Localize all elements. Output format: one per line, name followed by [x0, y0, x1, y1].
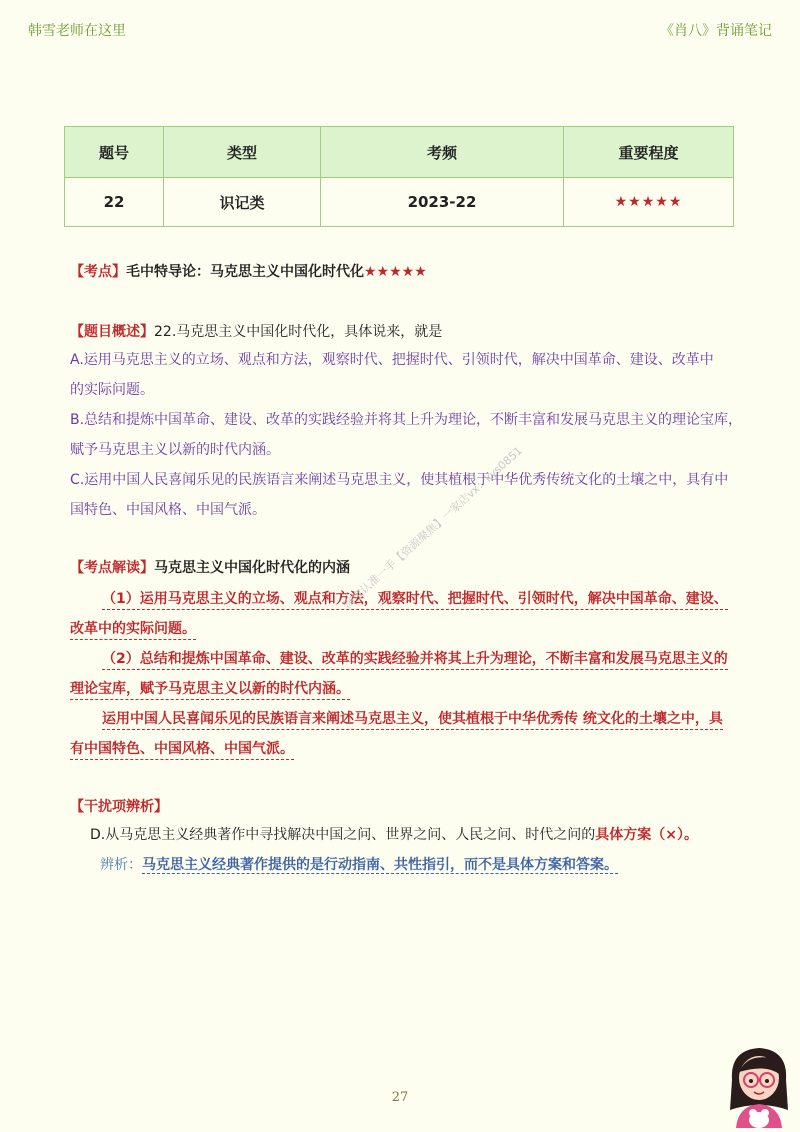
header-number: 题号	[65, 127, 164, 178]
cell-type: 识记类	[164, 178, 321, 227]
kaodian-stars: ★★★★★	[364, 264, 427, 280]
kaodian-text: 毛中特导论：马克思主义中国化时代化	[126, 264, 364, 280]
interpret-point-2-text: （2）总结和提炼中国革命、建设、改革的实践经验并将其上升为理论，不断丰富和发展马克思主义的理论宝库，赋予马克思主义以新的时代内涵。	[70, 651, 728, 700]
interpret-tag: 【考点解读】	[70, 560, 154, 576]
option-d-text: D.从马克思主义经典著作中寻找解决中国之问、世界之问、人民之问、时代之问的	[90, 827, 596, 843]
option-a-line1: A.运用马克思主义的立场、观点和方法，观察时代、把握时代、引领时代，解决中国革命、建设、改革中	[70, 352, 714, 368]
option-b-line2: 赋予马克思主义以新的时代内涵。	[70, 442, 280, 458]
question-stem: 22.马克思主义中国化时代化，具体说来，就是	[154, 324, 443, 340]
option-d-line	[90, 825, 698, 845]
interpret-point-1	[70, 584, 730, 644]
teacher-avatar-illustration	[722, 1040, 796, 1128]
question-info-table	[64, 126, 734, 227]
header-book-title: 《肖八》背诵笔记	[660, 23, 772, 39]
option-a-line2: 的实际问题。	[70, 382, 154, 398]
distractor-tag: 【干扰项辨析】	[70, 799, 168, 815]
table-row	[65, 178, 734, 227]
header-importance: 重要程度	[564, 127, 734, 178]
interpret-point-1-text: （1）运用马克思主义的立场、观点和方法，观察时代、把握时代、引领时代，解决中国革命、建设、改革中的实际问题。	[70, 591, 728, 640]
page-number: 27	[391, 1090, 409, 1105]
analysis-line	[100, 855, 618, 875]
kaodian-tag: 【考点】	[70, 264, 126, 280]
kaodian-line	[70, 262, 427, 282]
analysis-text: 马克思主义经典著作提供的是行动指南、共性指引，而不是具体方案和答案。	[142, 857, 618, 873]
header-frequency: 考频	[321, 127, 564, 178]
header-type: 类型	[164, 127, 321, 178]
table-header-row	[65, 127, 734, 178]
question-stem-line	[70, 322, 442, 342]
interpret-title: 马克思主义中国化时代化的内涵	[154, 560, 350, 576]
question-tag: 【题目概述】	[70, 324, 154, 340]
header-author: 韩雪老师在这里	[28, 23, 126, 39]
option-b-line1: B.总结和提炼中国革命、建设、改革的实践经验并将其上升为理论，不断丰富和发展马克思主义的理论宝库，	[70, 412, 743, 428]
cell-number: 22	[65, 178, 164, 227]
distractor-tag-line	[70, 797, 168, 817]
watermark: 淘宝认准一手【资源聚焦】一家店vx：kys0851	[341, 444, 525, 612]
option-c-line2: 国特色、中国风格、中国气派。	[70, 502, 266, 518]
cell-importance-stars: ★★★★★	[564, 178, 734, 227]
analysis-label: 辨析：	[100, 857, 142, 873]
cell-frequency: 2023-22	[321, 178, 564, 227]
interpret-point-3	[70, 704, 730, 764]
option-d-emphasis: 具体方案（×）。	[595, 827, 698, 843]
interpret-point-3-text: 运用中国人民喜闻乐见的民族语言来阐述马克思主义，使其植根于中华优秀传 统文化的土壤之中，具有中国特色、中国风格、中国气派。	[70, 711, 723, 760]
interpret-title-line	[70, 558, 350, 578]
option-c-line1: C.运用中国人民喜闻乐见的民族语言来阐述马克思主义，使其植根于中华优秀传统文化的土壤之中，具有中	[70, 472, 729, 488]
interpret-point-2	[70, 644, 730, 704]
